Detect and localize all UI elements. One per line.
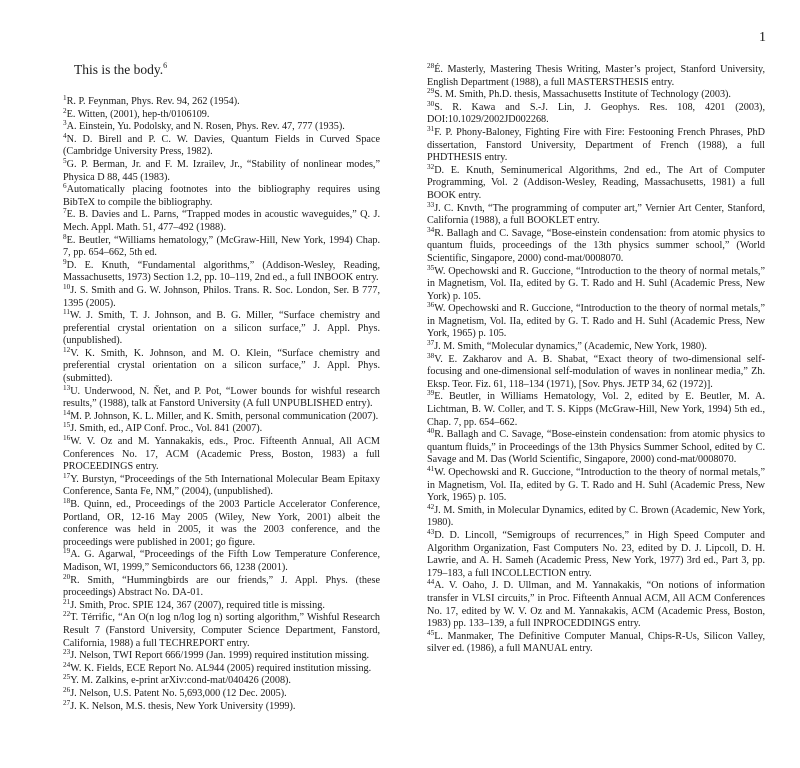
footnote [427,341,765,354]
footnote [63,597,380,613]
footnote [427,89,765,102]
footnote-text: W. Opechowski and R. Guccione, “Introduction to the theory of normal metals,” in Magnetism, Vol. IIa, edited by G. T. Rado and H. Suhl (Academic Press, New York, 1965) p. 105. [427,467,765,504]
footnote-text: A. V. Oaho, J. D. Ullman, and M. Yannakakis, “On notions of information transfer in VLSI circuits,” in Proc. Fifteenth Annual ACM, All ACM Conferences No. 17, edited by W. V. Oz and M. Yannakakis, ACM (Academic Press, Boston, 1983) pp. 133–139, a full INPROCEDDINGS entry. [427,580,765,630]
footnote [427,225,765,266]
footnote-number: 40 [427,427,435,436]
footnote-text: A. G. Agarwal, “Proceedings of the Fifth Low Temperature Conference, Madison, WI, 1999,” Semiconductors 66, 1238 (2001). [63,549,380,573]
footnote-number: 9 [63,257,67,266]
footnote-text: V. E. Zakharov and A. B. Shabat, “Exact theory of two-dimensional self-focusing and one-dimensional self-modulation of waves in nonlinear media,” Zh. Eksp. Teor. Fiz. 61, 118–134 (1971), [Sov. Phys. JETP 34, 62 (1972)]. [427,353,765,390]
footnote-number: 1 [63,94,67,102]
body-text: This is the body. [74,62,164,77]
right-footnote-list [427,64,765,656]
footnote [427,429,765,467]
footnote [63,156,380,184]
footnote-number: 2 [63,106,67,115]
footnote-number: 30 [427,99,435,108]
footnote-text: M. P. Johnson, K. L. Miller, and K. Smith, personal communication (2007). [70,410,379,422]
footnote-number: 31 [427,124,435,133]
footnote [63,209,380,234]
footnote-number: 23 [63,648,71,657]
footnote [427,351,765,392]
footnote [427,628,765,656]
footnote-text: D. D. Lincoll, “Semigroups of recurrences,” in High Speed Computer and Algorithm Organization, Fast Computers No. 23, edited by D. J. Lipcoll, D. H. Lawrie, and A. H. Sameh (Academic Press, New York, 1977) 3rd ed., Part 3, pp. 179–183, a full INCOLLECTION entry. [427,529,765,579]
footnote [63,184,380,209]
footnote-text: J. S. Smith and G. W. Johnson, Philos. Trans. R. Soc. London, Ser. B 777, 1395 (2005). [63,284,380,309]
footnote [63,650,380,663]
footnote-text: S. M. Smith, Ph.D. thesis, Massachusetts Institute of Technology (2003). [434,89,731,101]
footnote-number: 29 [427,87,435,96]
body-paragraph [74,61,380,96]
footnote-text: T. Térrific, “An O(n log n/log log n) sorting algorithm,” Wishful Research Result 7 (Fanstord University, Computer Science Department, Fanstord, California, 1988) a full TECHREPORT entry. [63,612,380,649]
footnote [63,282,380,310]
footnote-text: E. Witten, (2001), hep-th/0106109. [66,108,210,120]
footnote-number: 10 [63,282,71,291]
footnote-text: E. Beutler, in Williams Hematology, Vol. 2, edited by E. Beutler, M. A. Lichtman, B. W. Coller, and T. S. Kipps (McGraw-Hill, New York, 1994) 5th ed., Chap. 7, pp. 654–662. [427,391,765,428]
footnote-number: 20 [63,572,71,581]
footnote-number: 3 [63,119,67,128]
footnote-text: D. E. Knuth, “Fundamental algorithms,” (Addison-Wesley, Reading, Massachusetts, 1973) Section 1.2, pp. 10–119, 2nd ed., a full INBOOK entry. [63,259,380,284]
footnote [427,124,765,165]
footnote-number: 22 [63,610,71,619]
footnote-text: R. Smith, “Hummingbirds are our friends,” J. Appl. Phys. (these proceedings) Abstract No. DA-01. [63,574,380,599]
left-column [63,62,380,713]
footnote-number: 15 [63,421,71,430]
footnote [63,660,380,676]
footnote-number: 39 [427,389,435,398]
footnote-text: J. C. Knvth, “The programming of computer art,” Vernier Art Center, Stanford, California (1988), a full BOOKLET entry. [427,202,765,227]
footnote-number: 28 [427,62,435,70]
footnote-text: V. K. Smith, K. Johnson, and M. O. Klein, “Surface chemistry and preferential crystal orientation on a silicon surface,” J. Appl. Phys. (submitted). [63,347,380,385]
footnote-text: A. Einstein, Yu. Podolsky, and N. Rosen, Phys. Rev. 47, 777 (1935). [66,121,345,133]
footnote-number: 41 [427,465,435,473]
footnote [63,685,380,701]
footnote [427,162,765,203]
footnote-text: F. P. Phony-Baloney, Fighting Fire with Fire: Festooning French Phrases, PhD dissertation, Fanstord University, Department of French (1988), a full PHDTHESIS entry. [427,126,765,164]
footnote-number: 25 [63,673,71,682]
footnote-number: 38 [427,351,435,360]
footnote-number: 43 [427,527,435,536]
footnote-mark: 6 [163,61,168,70]
footnote-text: É. Masterly, Mastering Thesis Writing, Master’s project, Stanford University, English Department (1988), a full MASTERSTHESIS entry. [427,64,765,88]
footnote-number: 26 [63,685,71,694]
footnote-number: 5 [63,156,67,165]
footnote-text: W. J. Smith, T. J. Johnson, and B. G. Miller, “Surface chemistry and preferential crystal orientation on a silicon surface,” J. Appl. Phys. (unpublished). [63,310,380,347]
footnote-text: J. Nelson, U.S. Patent No. 5,693,000 (12 Dec. 2005). [70,687,287,699]
footnote [63,499,380,549]
footnote-number: 42 [427,502,435,511]
footnote [63,106,380,122]
footnote [63,383,380,411]
footnote [63,612,380,650]
footnote-text: J. Smith, ed., AIP Conf. Proc., Vol. 841 (2007). [70,423,263,435]
footnote [63,698,380,714]
footnote-number: 7 [63,207,67,216]
footnote-number: 12 [63,345,71,354]
footnote [63,423,380,436]
footnote [63,436,380,474]
footnote [63,572,380,600]
footnote [427,467,765,505]
footnote-number: 17 [63,471,71,480]
footnote-text: L. Manmaker, The Definitive Computer Manual, Chips-R-Us, Silicon Valley, silver ed. (1986), a full MANUAL entry. [427,630,765,655]
footnote-number: 13 [63,383,71,392]
footnote-number: 6 [63,182,67,191]
footnote-text: B. Quinn, ed., Proceedings of the 2003 Particle Accelerator Conference, Portland, OR, 12-16 May 2005 (Wiley, New York, 2001) albeit the conference was held in 2005, it was the 2003 conference, and the proceedings were published in 2001; go figure. [63,499,380,548]
footnote [427,580,765,630]
footnote-text: Y. Burstyn, “Proceedings of the 5th International Molecular Beam Epitaxy Conference, Santa Fe, NM,” (2004), (unpublished). [63,473,380,498]
footnote [63,675,380,688]
footnote-number: 45 [427,628,435,637]
footnote-text: J. M. Smith, in Molecular Dynamics, edited by C. Brown (Academic, New York, 1980). [427,504,765,529]
footnote-text: R. P. Feynman, Phys. Rev. 94, 262 (1954). [66,96,240,107]
footnote-text: W. K. Fields, ECE Report No. AL944 (2005) required institution missing. [70,662,372,674]
footnote [427,99,765,127]
footnote-text: Y. M. Zalkins, e-print arXiv:cond-mat/040426 (2008). [70,675,291,687]
footnote-text: W. V. Oz and M. Yannakakis, eds., Proc. Fifteenth Annual, All ACM Conferences No. 17, ACM (Academic Press, Boston, 1983) a full PROCEEDINGS entry. [63,436,380,473]
footnote [63,131,380,159]
footnote-number: 14 [63,408,71,417]
footnote [427,263,765,304]
footnote-text: U. Underwood, N. Ňet, and P. Pot, “Lower bounds for wishful research results,” (1988), talk at Fanstord University (A full UNPUBLISHED entry). [63,385,380,410]
footnote-number: 34 [427,225,435,234]
footnote [63,408,380,424]
footnote [427,200,765,228]
footnote-number: 11 [63,308,70,317]
footnote [63,232,380,260]
right-column [427,64,765,656]
footnote-number: 24 [63,660,71,669]
footnote-text: E. B. Davies and L. Parns, “Trapped modes in acoustic waveguides,” Q. J. Mech. Appl. Math. 51, 477–492 (1988). [63,209,380,233]
footnote-text: R. Ballagh and C. Savage, “Bose-einstein condensation: from atomic physics to quantum fluids, proceedings of the 13th physics summer school,” (World Scientific, Singapore, 2000) cond-mat/0008070. [427,227,765,264]
footnote-text: J. K. Nelson, M.S. thesis, New York University (1999). [70,700,296,712]
page-number: 1 [759,30,766,45]
footnote-text: S. R. Kawa and S.-J. Lin, J. Geophys. Res. 108, 4201 (2003), DOI:10.1029/2002JD002268. [427,101,765,126]
footnote [63,345,380,386]
footnote-text: N. D. Birell and P. C. W. Davies, Quantum Fields in Curved Space (Cambridge University Press, 1982). [63,133,380,158]
footnote-number: 36 [427,301,435,310]
footnote-number: 37 [427,339,435,348]
footnote-text: E. Beutler, “Williams hematology,” (McGraw-Hill, New York, 1994) Chap. 7, pp. 654–662, 5th ed. [63,234,380,259]
footnote-number: 16 [63,434,71,443]
footnote-text: Automatically placing footnotes into the bibliography requires using BibTeX to compile the bibliography. [63,184,380,208]
footnote [427,502,765,530]
footnote [63,96,380,109]
footnote-text: W. Opechowski and R. Guccione, “Introduction to the theory of normal metals,” in Magnetism, Vol. IIa, edited by G. T. Rado and H. Suhl (Academic Press, New York, 1965) p. 105. [427,303,765,340]
footnote [63,471,380,499]
footnote [427,391,765,429]
footnote-number: 8 [63,232,67,241]
footnote-number: 19 [63,547,71,556]
left-footnote-list [63,96,380,713]
footnote-number: 18 [63,497,71,505]
footnote-number: 33 [427,200,435,209]
footnote [427,64,765,89]
footnote [63,310,380,348]
footnote-text: J. Nelson, TWI Report 666/1999 (Jan. 1999) required institution missing. [70,650,370,662]
footnote-text: J. M. Smith, “Molecular dynamics,” (Academic, New York, 1980). [434,341,707,353]
footnote [427,527,765,580]
footnote-number: 44 [427,578,435,587]
footnote [63,121,380,134]
footnote-text: D. E. Knuth, Seminumerical Algorithms, 2nd ed., The Art of Computer Programming, Vol. 2 (Addison-Wesley, Reading, Massachusetts, 1981) a full BOOK entry. [427,164,765,201]
footnote [63,549,380,574]
footnote-number: 32 [427,162,435,171]
footnote-number: 21 [63,597,71,606]
footnote-text: R. Ballagh and C. Savage, “Bose-einstein condensation: from atomic physics to quantum fluids,” in Proceedings of the 13th Physics Summer School, edited by C. Savage and M. Das (World Scientific, Singapore, 2000) cond-mat/0008070. [427,429,765,466]
footnote [63,257,380,285]
footnote-text: W. Opechowski and R. Guccione, “Introduction to the theory of normal metals,” in Magnetism, Vol. IIa, edited by G. T. Rado and H. Suhl (Academic Press, New York) p. 105. [427,265,765,302]
footnote-number: 27 [63,698,71,707]
footnote-text: J. Smith, Proc. SPIE 124, 367 (2007), required title is missing. [70,599,325,611]
footnote-number: 4 [63,131,67,140]
footnote-text: G. P. Berman, Jr. and F. M. Izrailev, Jr., “Stability of nonlinear modes,” Physica D 88, 445 (1983). [63,158,380,183]
footnote-number: 35 [427,263,435,272]
footnote [427,303,765,341]
